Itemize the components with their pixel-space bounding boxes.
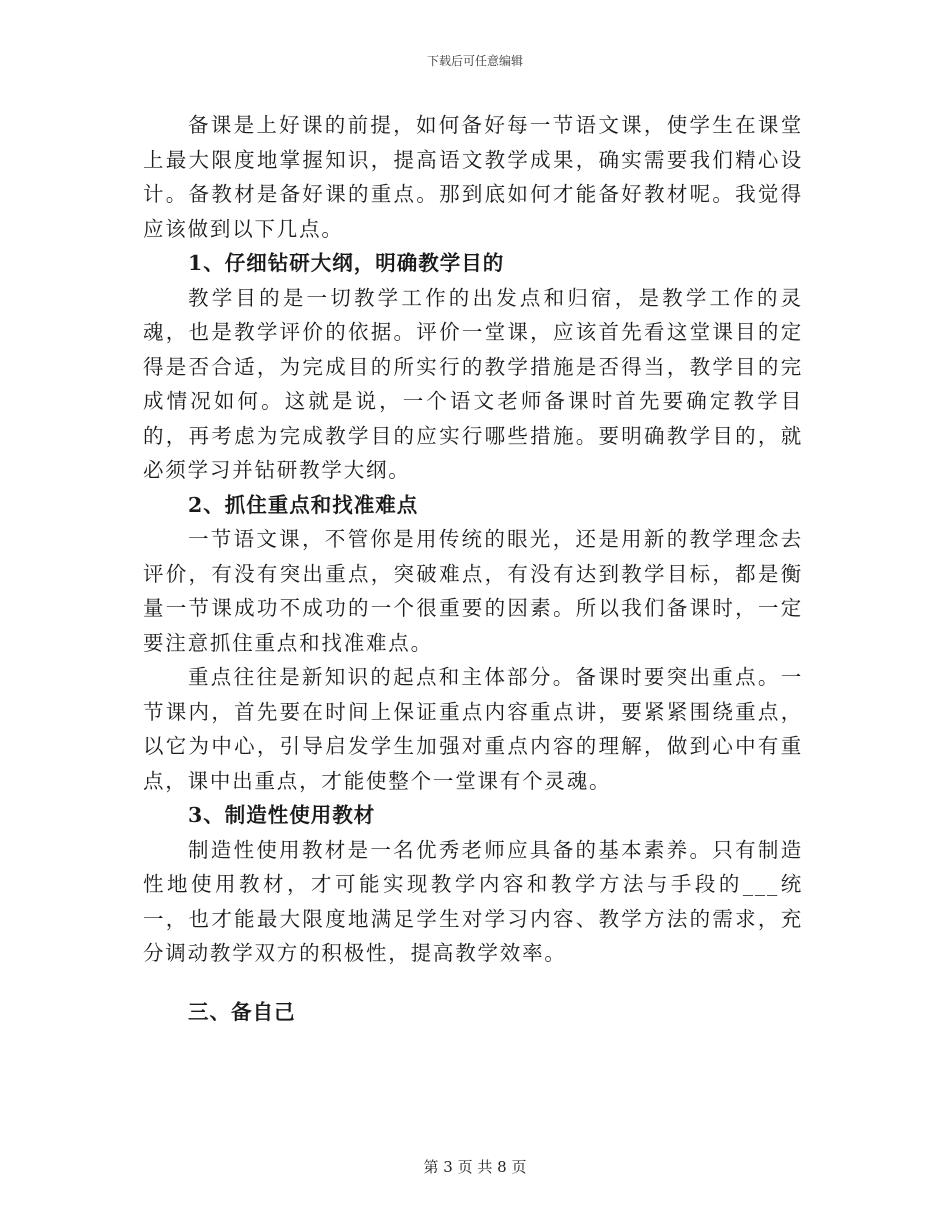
section-2-paragraph-1: 一节语文课，不管你是用传统的眼光，还是用新的教学理念去评价，有没有突出重点，突破难点，有没有达到教学目标，都是衡量一节课成功不成功的一个很重要的因素。所以我们备课时，一定要注意抓住重点和找准难点。: [143, 527, 803, 655]
section-2-paragraph-2: 重点往往是新知识的起点和主体部分。备课时要突出重点。一节课内，首先要在时间上保证重点内容重点讲，要紧紧围绕重点，以它为中心，引导启发学生加强对重点内容的理解，做到心中有重点，课中出重点，才能使整个一堂课有个灵魂。: [143, 665, 803, 793]
page-header: 下载后可任意编辑: [426, 54, 523, 68]
section-heading-2: 2、抓住重点和找准难点: [188, 492, 419, 517]
section-heading-3: 3、制造性使用教材: [188, 803, 376, 827]
section-3-paragraph: 制造性使用教材是一名优秀老师应具备的基本素养。只有制造性地使用教材，才可能实现教学内容和教学方法与手段的___统一，也才能最大限度地满足学生对学习内容、教学方法的需求，充分调动教学双方的积极性，提高教学效率。: [143, 837, 803, 965]
section-heading-4: 三、备自己: [188, 999, 296, 1024]
intro-paragraph: 备课是上好课的前提，如何备好每一节语文课，使学生在课堂上最大限度地掌握知识，提高语文教学成果，确实需要我们精心设计。备教材是备好课的重点。那到底如何才能备好教材呢。我觉得应该做到以下几点。: [143, 113, 803, 241]
section-heading-1: 1、仔细钻研大纲，明确教学目的: [188, 251, 505, 275]
document-body: [143, 108, 803, 1029]
page-number: 第 3 页 共 8 页: [423, 1158, 527, 1176]
section-1-paragraph: 教学目的是一切教学工作的出发点和归宿，是教学工作的灵魂，也是教学评价的依据。评价一堂课，应该首先看这堂课目的定得是否合适，为完成目的所实行的教学措施是否得当，教学目的完成情况如何。这就是说，一个语文老师备课时首先要确定教学目的，再考虑为完成教学目的应实行哪些措施。要明确教学目的，就必须学习并钻研教学大纲。: [143, 285, 803, 482]
